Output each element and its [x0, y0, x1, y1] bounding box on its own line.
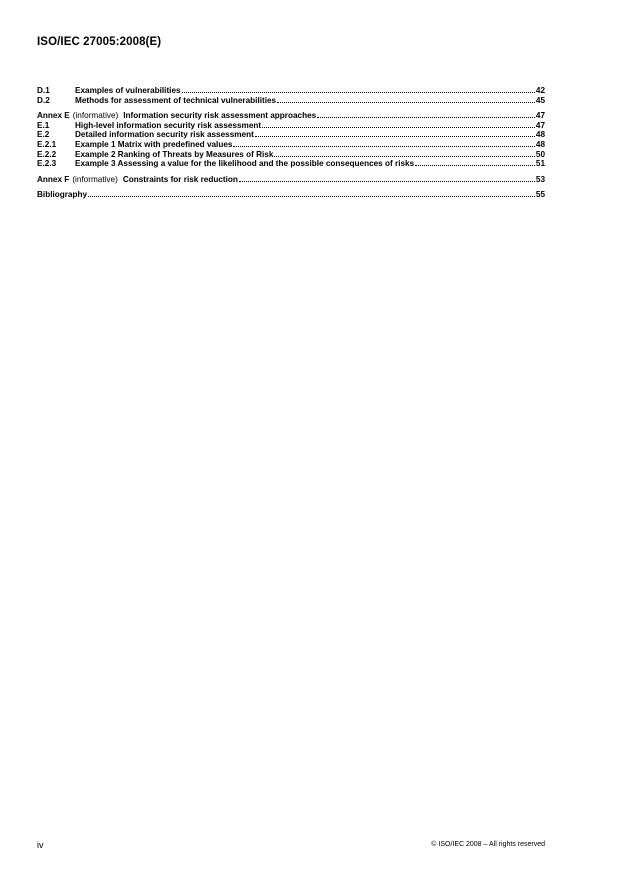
dot-leader: [255, 130, 535, 137]
dot-leader: [88, 190, 535, 197]
toc-annex-informative: (informative): [72, 174, 118, 184]
toc-entry-title: Example 1 Matrix with predefined values: [75, 139, 233, 149]
toc-entry-page: 47: [535, 111, 545, 121]
toc-entry-title: Information security risk assessment approaches: [123, 111, 317, 121]
toc-entry-title: Detailed information security risk assessment: [75, 130, 254, 140]
page-number: iv: [37, 840, 44, 850]
toc-entry-e2-2[interactable]: [37, 150, 545, 160]
copyright-notice: © ISO/IEC 2008 – All rights reserved: [431, 841, 545, 848]
toc-entry-number: D.1: [37, 86, 50, 95]
table-of-contents: [37, 86, 545, 200]
toc-entry-number: E.2.3: [37, 159, 57, 169]
toc-entry-e1[interactable]: [37, 121, 545, 131]
toc-entry-number: E.1: [37, 120, 50, 130]
toc-entry-annex-e[interactable]: [37, 111, 545, 121]
toc-entry-d1[interactable]: [37, 86, 545, 96]
toc-entry-page: 53: [535, 174, 545, 184]
toc-entry-title: Example 3 Assessing a value for the likelihood and the possible consequences of risks: [75, 159, 415, 169]
toc-entry-title: High-level information security risk assessment: [75, 120, 262, 130]
toc-entry-e2-3[interactable]: [37, 159, 545, 169]
toc-annex-label: Annex F: [37, 174, 70, 184]
toc-entry-number: E.2.2: [37, 149, 57, 159]
dot-leader: [262, 121, 535, 128]
dot-leader: [317, 111, 535, 118]
toc-entry-page: 48: [535, 130, 545, 140]
toc-annex-informative: (informative): [72, 111, 119, 121]
toc-entry-number: E.2: [37, 130, 50, 140]
toc-entry-title: Examples of vulnerabilities: [75, 86, 181, 95]
toc-entry-title: Methods for assessment of technical vulnerabilities: [75, 95, 277, 105]
toc-entry-d2[interactable]: [37, 96, 545, 106]
toc-entry-number: D.2: [37, 95, 50, 105]
toc-entry-page: 55: [535, 190, 545, 200]
toc-entry-title: Bibliography: [37, 190, 88, 200]
toc-entry-number: E.2.1: [37, 139, 57, 149]
toc-entry-title: Example 2 Ranking of Threats by Measures of Risk: [75, 149, 274, 159]
dot-leader: [277, 96, 535, 103]
dot-leader: [233, 140, 534, 147]
toc-entry-e2-1[interactable]: [37, 140, 545, 150]
dot-leader: [274, 150, 535, 157]
toc-annex-label: Annex E: [37, 111, 70, 121]
toc-entry-page: 42: [535, 86, 545, 95]
dot-leader: [182, 86, 535, 93]
toc-entry-annex-f[interactable]: [37, 175, 545, 185]
dot-leader: [239, 175, 535, 182]
dot-leader: [415, 159, 535, 166]
toc-entry-bibliography[interactable]: [37, 190, 545, 200]
toc-entry-page: 47: [535, 120, 545, 130]
toc-entry-page: 51: [535, 159, 545, 169]
document-header: ISO/IEC 27005:2008(E): [37, 36, 162, 48]
toc-entry-title: Constraints for risk reduction: [122, 174, 238, 184]
toc-entry-page: 48: [535, 139, 545, 149]
toc-entry-e2[interactable]: [37, 130, 545, 140]
toc-entry-page: 50: [535, 149, 545, 159]
toc-entry-page: 45: [535, 95, 545, 105]
